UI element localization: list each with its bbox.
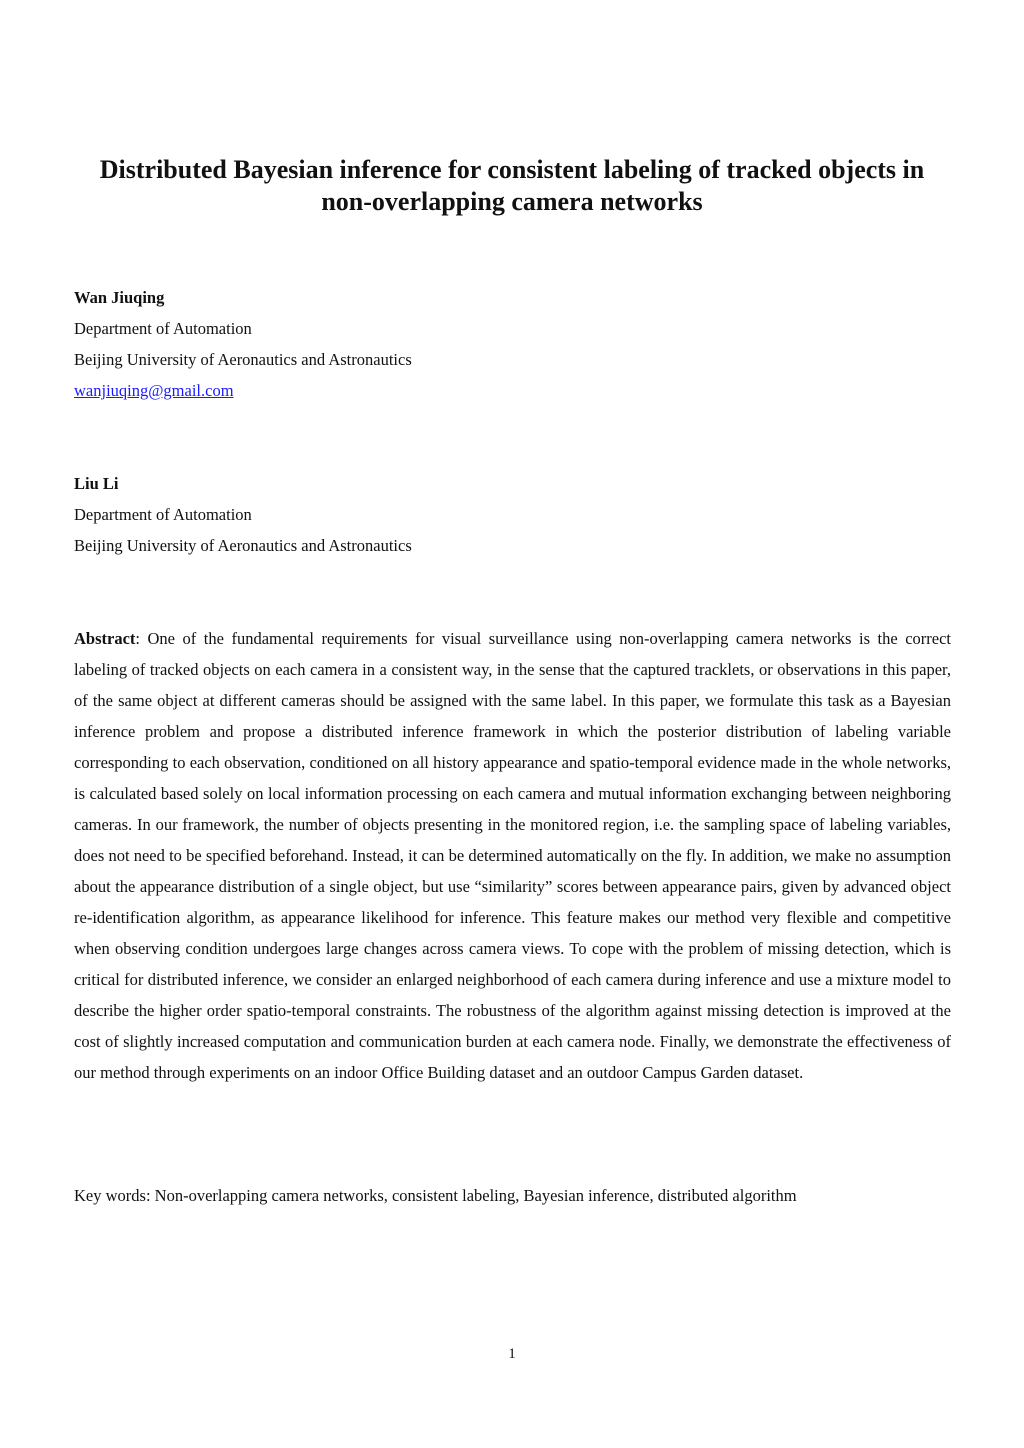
paper-title — [60, 154, 964, 218]
title-line-2: non-overlapping camera networks — [321, 187, 703, 216]
abstract-label: Abstract — [74, 629, 136, 648]
author-department: Department of Automation — [74, 319, 252, 338]
author-name: Liu Li — [74, 474, 119, 493]
title-line-1: Distributed Bayesian inference for consistent labeling of tracked objects in — [99, 155, 925, 184]
author-block-2 — [74, 468, 674, 561]
author-department: Department of Automation — [74, 505, 252, 524]
abstract-paragraph — [74, 623, 951, 1088]
author-block-1 — [74, 282, 674, 406]
page-number: 1 — [508, 1346, 516, 1362]
author-email-link[interactable]: wanjiuqing@gmail.com — [74, 381, 234, 400]
author-institution: Beijing University of Aeronautics and Astronautics — [74, 536, 412, 555]
keywords-line: Key words: Non-overlapping camera networks, consistent labeling, Bayesian inference, distributed algorithm — [74, 1186, 797, 1205]
abstract-text: : One of the fundamental requirements for visual surveillance using non-overlapping camera networks is the correct labeling of tracked objects on each camera in a consistent way, in the sense that the captured tracklets, or observations in this paper, of the same object at different cameras should be assigned with the same label. In this paper, we formulate this task as a Bayesian inference problem and propose a distributed inference framework in which the posterior distribution of labeling variable corresponding to each observation, conditioned on all history appearance and spatio-temporal evidence made in the whole networks, is calculated based solely on local information processing on each camera and mutual information exchanging between neighboring cameras. In our framework, the number of objects presenting in the monitored region, i.e. the sampling space of labeling variables, does not need to be specified beforehand. Instead, it can be determined automatically on the fly. In addition, we make no assumption about the appearance distribution of a single object, but use “similarity” scores between appearance pairs, given by advanced object re-identification algorithm, as appearance likelihood for inference. This feature makes our method very flexible and competitive when observing condition undergoes large changes across camera views. To cope with the problem of missing detection, which is critical for distributed inference, we consider an enlarged neighborhood of each camera during inference and use a mixture model to describe the higher order spatio-temporal constraints. The robustness of the algorithm against missing detection is improved at the cost of slightly increased computation and communication burden at each camera node. Finally, we demonstrate the effectiveness of our method through experiments on an indoor Office Building dataset and an outdoor Campus Garden dataset. — [74, 629, 951, 1082]
author-institution: Beijing University of Aeronautics and Astronautics — [74, 350, 412, 369]
author-name: Wan Jiuqing — [74, 288, 165, 307]
